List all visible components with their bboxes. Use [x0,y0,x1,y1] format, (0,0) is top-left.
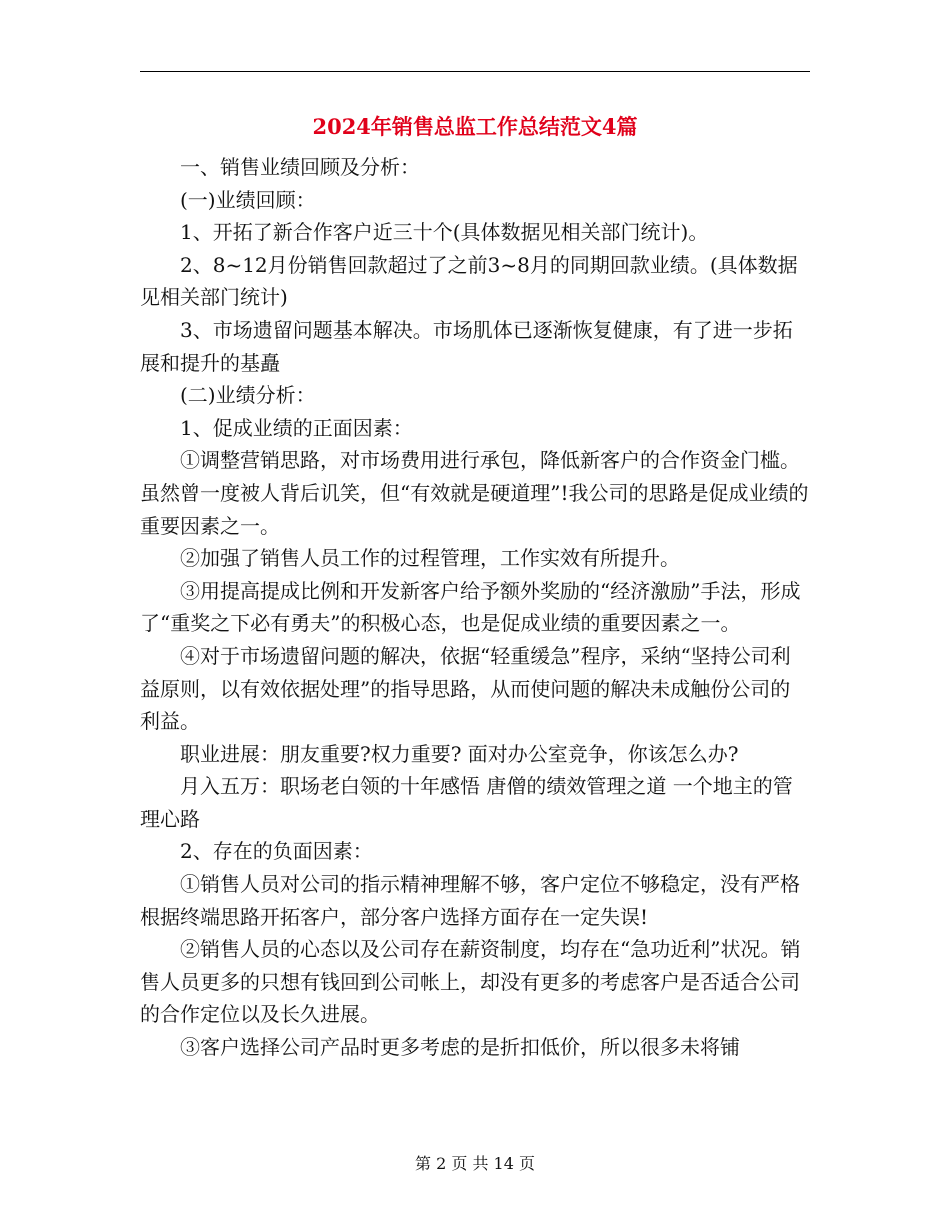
paragraph: ②销售人员的心态以及公司存在薪资制度，均存在“急功近利”状况。销售人员更多的只想有钱回到公司帐上，却没有更多的考虑客户是否适合公司的合作定位以及长久进展。 [140,937,801,1027]
paragraph: 一、销售业绩回顾及分析： [180,155,420,179]
paragraph: ④对于市场遗留问题的解决，依据“轻重缓急”程序，采纳“坚持公司利益原则，以有效依据处理”的指导思路，从而使问题的解决未成触份公司的利益。 [140,643,791,734]
paragraph: ③客户选择公司产品时更多考虑的是折扣低价，所以很多未将铺 [180,1035,740,1060]
paragraph: ②加强了销售人员工作的过程管理，工作实效有所提升。 [180,546,680,571]
paragraph: (一)业绩回顾： [180,187,316,212]
document-body [140,151,810,1064]
paragraph: (二)业绩分析： [180,383,316,408]
paragraph: 3、市场遗留问题基本解决。市场肌体已逐渐恢复健康，有了进一步拓展和提升的基矗 [140,317,793,375]
paragraph: 2、存在的负面因素： [180,839,373,864]
page-number: 第 2 页 共 14 页 [415,1154,535,1173]
paragraph: 2、8~12月份销售回款超过了之前3~8月的同期回款业绩。(具体数据见相关部门统计) [140,252,798,310]
document-title: 2024年销售总监工作总结范文4篇 [312,114,638,139]
paragraph: ①销售人员对公司的指示精神理解不够，客户定位不够稳定，没有严格根据终端思路开拓客户，部分客户选择方面存在一定失误! [140,872,800,929]
paragraph: 职业进展：朋友重要?权力重要? 面对办公室竞争，你该怎么办? [180,741,739,766]
header-rule [140,71,810,72]
paragraph: ③用提高提成比例和开发新客户给予额外奖励的“经济激励”手法，形成了“重奖之下必有勇夫”的积极心态，也是促成业绩的重要因素之一。 [140,578,801,636]
paragraph: 月入五万：职场老白领的十年感悟 唐僧的绩效管理之道 一个地主的管理心路 [140,774,793,831]
paragraph: ①调整营销思路，对市场费用进行承包，降低新客户的合作资金门槛。虽然曾一度被人背后讥笑，但“有效就是硬道理”!我公司的思路是促成业绩的重要因素之一。 [140,448,809,538]
paragraph: 1、促成业绩的正面因素： [180,415,413,440]
paragraph: 1、开拓了新合作客户近三十个(具体数据见相关部门统计)。 [180,220,709,245]
